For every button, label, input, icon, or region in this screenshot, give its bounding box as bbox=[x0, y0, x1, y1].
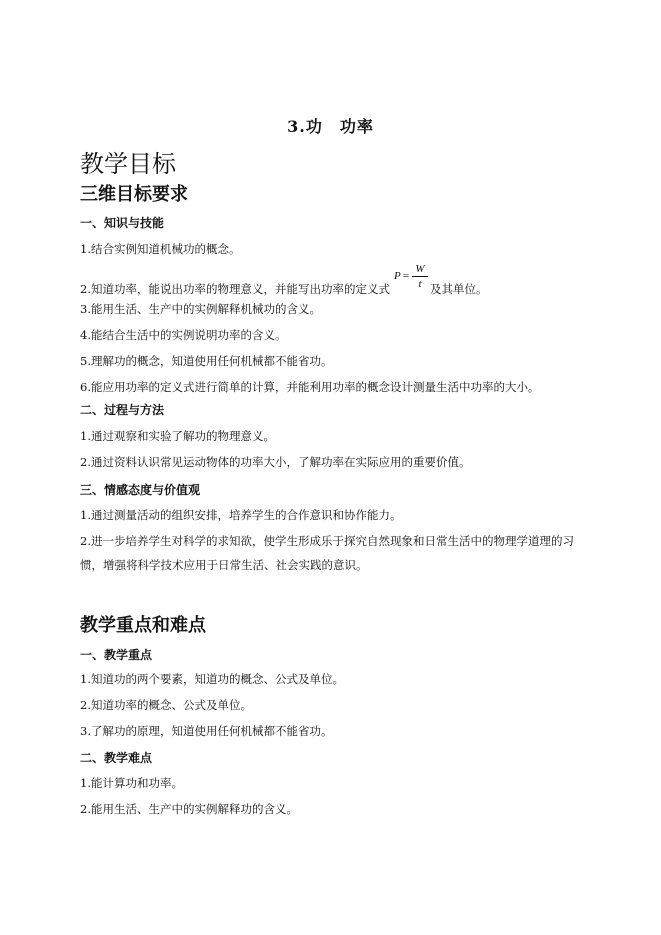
document-title: 3.功 功率 bbox=[287, 117, 374, 136]
list-item: 1.结合实例知道机械功的概念。 bbox=[80, 242, 241, 256]
formula-denominator: t bbox=[418, 278, 422, 290]
list-item: 2.知道功率的概念、公式及单位。 bbox=[80, 698, 252, 712]
power-formula-fraction bbox=[412, 263, 428, 290]
list-item-continuation: 惯，增强将科学技术应用于日常生活、社会实践的意识。 bbox=[80, 558, 368, 572]
list-item: 3.了解功的原理，知道使用任何机械都不能省功。 bbox=[80, 724, 333, 738]
list-item: 2.进一步培养学生对科学的求知欲，使学生形成乐于探究自然现象和日常生活中的物理学道理的习 bbox=[80, 534, 574, 548]
list-item: 1.知道功的两个要素，知道功的概念、公式及单位。 bbox=[80, 672, 344, 686]
section-heading-teaching-goals: 教学目标 bbox=[80, 150, 176, 178]
part-heading-emotions-values: 三、情感态度与价值观 bbox=[80, 483, 201, 497]
formula-equals: = bbox=[403, 270, 410, 282]
list-item: 2.通过资料认识常见运动物体的功率大小，了解功率在实际应用的重要价值。 bbox=[80, 455, 471, 469]
list-item: 1.通过测量活动的组织安排，培养学生的合作意识和协作能力。 bbox=[80, 508, 402, 522]
list-item: 2.能用生活、生产中的实例解释功的含义。 bbox=[80, 802, 298, 816]
list-item: 1.能计算功和功率。 bbox=[80, 776, 183, 790]
part-heading-process-methods: 二、过程与方法 bbox=[80, 403, 165, 417]
list-item: 4.能结合生活中的实例说明功率的含义。 bbox=[80, 328, 287, 342]
part-heading-teaching-focus: 一、教学重点 bbox=[80, 648, 153, 662]
formula-lhs: P bbox=[394, 270, 401, 282]
list-item-suffix: 及其单位。 bbox=[430, 282, 488, 296]
list-item: 6.能应用功率的定义式进行简单的计算，并能利用功率的概念设计测量生活中功率的大小。 bbox=[80, 380, 540, 394]
subheading-three-dimensional-goals: 三维目标要求 bbox=[80, 184, 188, 205]
part-heading-teaching-difficulties: 二、教学难点 bbox=[80, 751, 153, 765]
list-item: 2.知道功率，能说出功率的物理意义，并能写出功率的定义式 bbox=[80, 282, 390, 296]
section-heading-key-points: 教学重点和难点 bbox=[80, 615, 206, 636]
list-item: 5.理解功的概念，知道使用任何机械都不能省功。 bbox=[80, 354, 333, 368]
fraction-bar bbox=[412, 276, 428, 277]
formula-numerator: W bbox=[415, 263, 425, 275]
list-item: 1.通过观察和实验了解功的物理意义。 bbox=[80, 429, 275, 443]
part-heading-knowledge-skills: 一、知识与技能 bbox=[80, 216, 165, 230]
list-item: 3.能用生活、生产中的实例解释机械功的含义。 bbox=[80, 302, 321, 316]
